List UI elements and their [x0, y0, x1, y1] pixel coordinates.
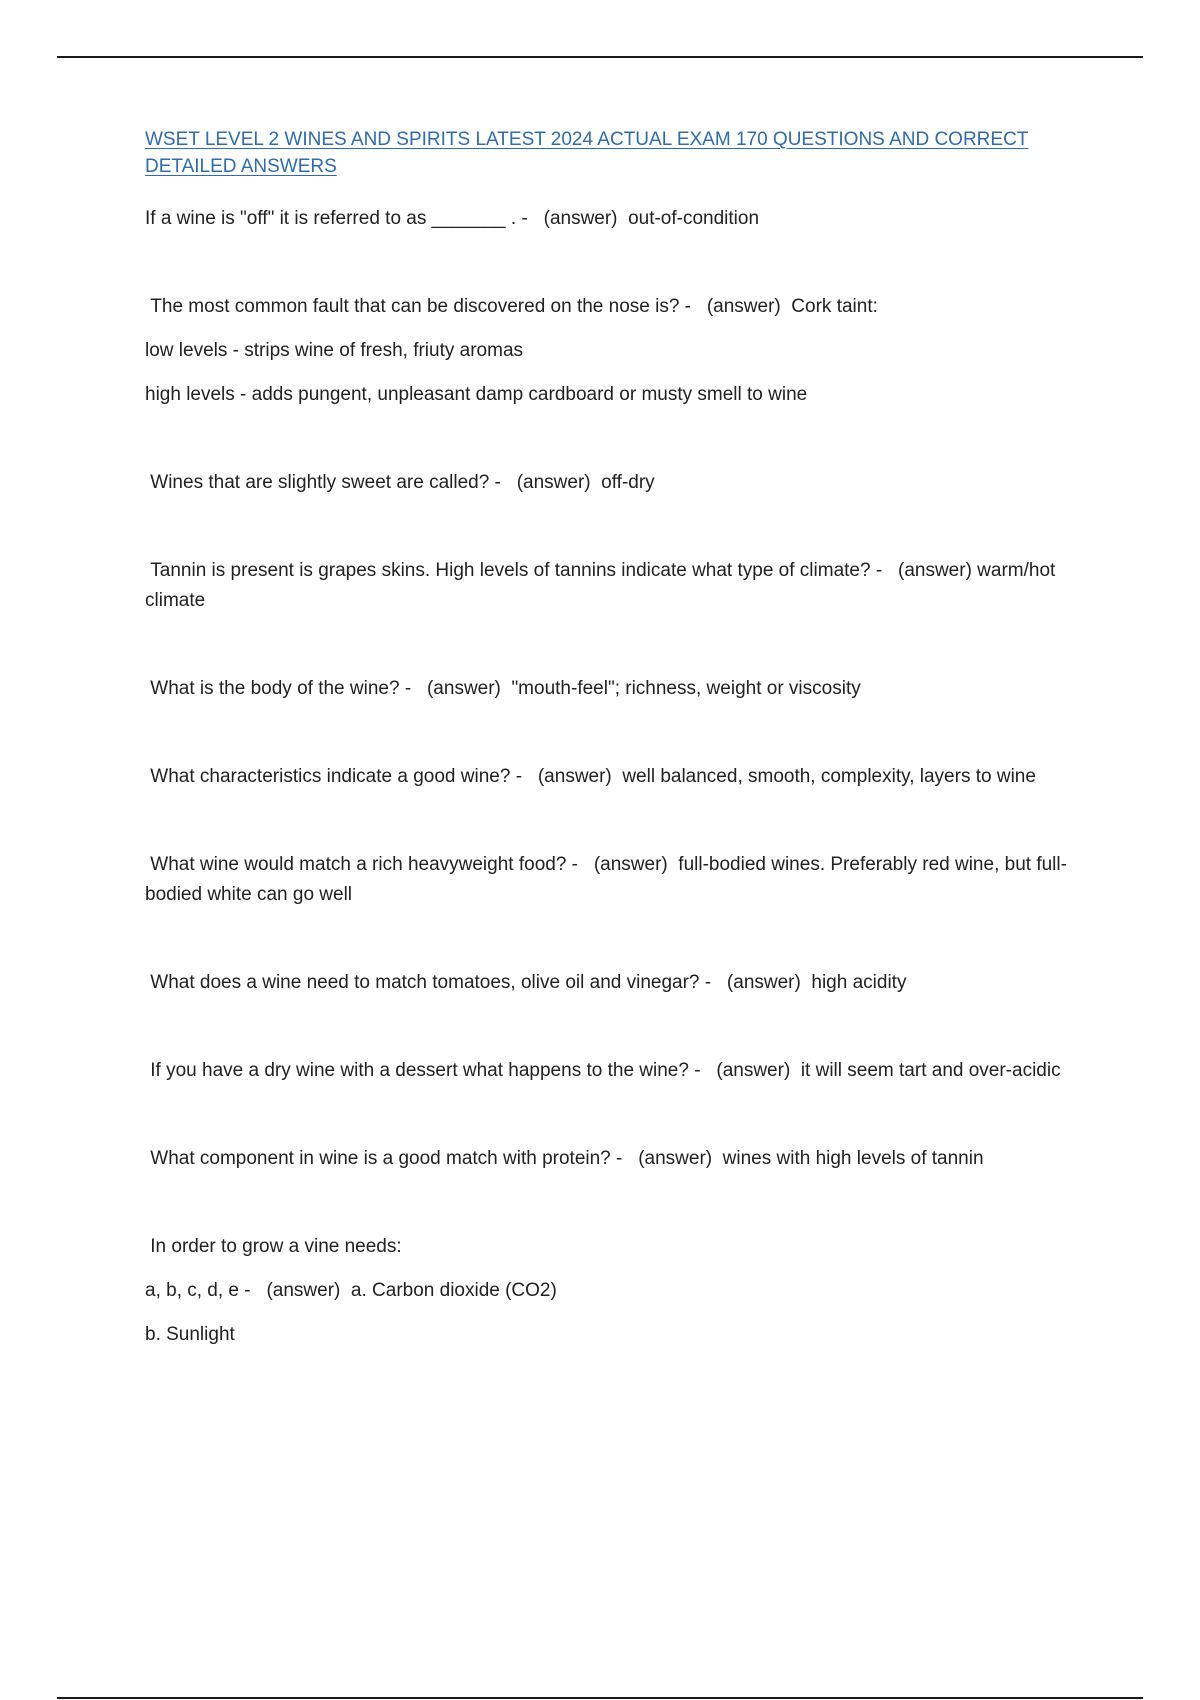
- footer-rule: [57, 1697, 1143, 1699]
- entry-text: What is the body of the wine? - (answer) "mouth-feel"; richness, weight or viscosity: [145, 678, 861, 699]
- entry-text: b. Sunlight: [145, 1324, 235, 1345]
- entry-text: What characteristics indicate a good wine? - (answer) well balanced, smooth, complexity, layers to wine: [145, 766, 1036, 787]
- entry-text: In order to grow a vine needs:: [145, 1236, 402, 1257]
- entry-text: If a wine is "off" it is referred to as _______ . - (answer) out-of-condition: [145, 208, 760, 229]
- page-content: [145, 126, 1085, 1350]
- entry-text: What does a wine need to match tomatoes, olive oil and vinegar? - (answer) high acidity: [145, 972, 907, 993]
- document-title: WSET LEVEL 2 WINES AND SPIRITS LATEST 2024 ACTUAL EXAM 170 QUESTIONS AND CORRECT DETAILED ANSWERS: [145, 129, 1029, 177]
- entry-text: What component in wine is a good match with protein? - (answer) wines with high levels of tannin: [145, 1148, 984, 1169]
- entry-text: Wines that are slightly sweet are called? - (answer) off-dry: [145, 472, 655, 493]
- entry-text: high levels - adds pungent, unpleasant damp cardboard or musty smell to wine: [145, 384, 808, 405]
- header-rule: [57, 56, 1143, 58]
- entry-text: Tannin is present is grapes skins. High levels of tannins indicate what type of climate? - (answer) warm/hot climate: [145, 560, 1061, 611]
- entry-text: The most common fault that can be discovered on the nose is? - (answer) Cork taint:: [145, 296, 878, 317]
- entry-text: a, b, c, d, e - (answer) a. Carbon dioxide (CO2): [145, 1280, 557, 1301]
- entry-text: If you have a dry wine with a dessert what happens to the wine? - (answer) it will seem tart and over-acidic: [145, 1060, 1061, 1081]
- entry-text: low levels - strips wine of fresh, friuty aromas: [145, 340, 524, 361]
- entry-text: What wine would match a rich heavyweight food? - (answer) full-bodied wines. Preferably red wine, but full-bodied white can go well: [145, 854, 1067, 905]
